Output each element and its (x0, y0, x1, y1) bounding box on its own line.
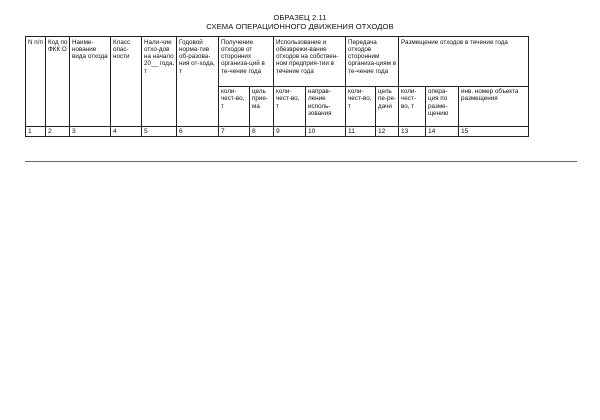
subheader-transferred-purpose: цель пе-ре-дачи (376, 86, 399, 127)
column-number: 11 (346, 127, 376, 137)
subheader-placed-qty: коли-чест-во, т (399, 86, 426, 127)
subheader-placed-inventory-number: инв. номер объекта размещения (459, 86, 529, 127)
subheader-received-purpose: цель прие-ма (250, 86, 274, 127)
header-num: N п/п (26, 37, 46, 127)
sample-number: ОБРАЗЕЦ 2.11 (273, 13, 327, 22)
column-number: 13 (399, 127, 426, 137)
column-number: 8 (250, 127, 274, 137)
header-hazard-class: Класс опас-ности (111, 37, 142, 127)
header-annual-norm: Годовой норма-тив об-разова-ния от-хода, т (177, 37, 219, 127)
subheader-used-qty: коли-чест-во, т (274, 86, 306, 127)
header-placed: Размещение отходов в течение года (399, 37, 529, 87)
column-number-row (26, 127, 529, 137)
column-number: 15 (459, 127, 529, 137)
column-number: 10 (306, 127, 346, 137)
document-title: СХЕМА ОПЕРАЦИОННОГО ДВИЖЕНИЯ ОТХОДОВ (206, 22, 394, 31)
column-number: 2 (46, 127, 70, 137)
waste-movement-table (25, 36, 529, 137)
document-heading (0, 13, 600, 31)
header-waste-name: Наиме-нование вида отхода (70, 37, 111, 127)
column-number: 6 (177, 127, 219, 137)
column-number: 14 (426, 127, 459, 137)
column-number: 3 (70, 127, 111, 137)
column-number: 9 (274, 127, 306, 137)
column-number: 4 (111, 127, 142, 137)
column-number: 12 (376, 127, 399, 137)
column-number: 7 (219, 127, 250, 137)
header-row (26, 37, 529, 87)
header-received: Получение отходов от сторонних организа-ций в те-чение года (219, 37, 274, 87)
header-transferred: Передача отходов сторонним организа-циям в те-чение года (346, 37, 399, 87)
header-used: Использование и обезврежи-вание отходов на собствен-ном предприя-тии в течение года (274, 37, 346, 87)
column-number: 5 (142, 127, 177, 137)
header-fkko-code: Код по ФКК О (46, 37, 70, 127)
subheader-placed-operation: опера-ция по разме-щению (426, 86, 459, 127)
column-number: 1 (26, 127, 46, 137)
subheader-used-direction: направ-ление исполь-зования (306, 86, 346, 127)
page-divider (25, 161, 577, 162)
header-initial-stock: Нали-чие отхо-дов на начало 20__ года, т (142, 37, 177, 127)
subheader-received-qty: коли-чест-во, т (219, 86, 250, 127)
subheader-transferred-qty: коли-чест-во, т (346, 86, 376, 127)
